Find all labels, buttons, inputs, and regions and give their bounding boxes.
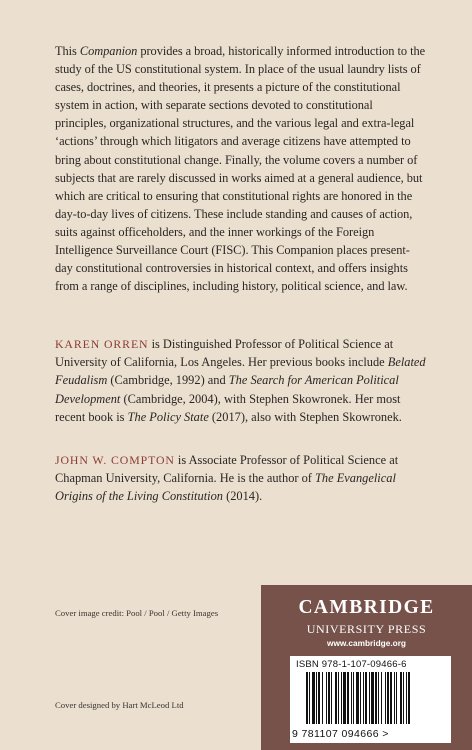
barcode-digits: 9 781107 094666 > xyxy=(292,728,389,740)
author-name: KAREN ORREN xyxy=(55,337,149,351)
design-credit: Cover designed by Hart McLeod Ltd xyxy=(55,700,184,710)
companion-title: Companion xyxy=(79,44,138,58)
book-description xyxy=(55,42,427,295)
description-paragraph: This Companion provides a broad, historically informed introduction to the study of the US constitutional system. In place of the usual laundry lists of cases, doctrines, and theories, it presents a picture of the constitutional system in action, with separate sections devoted to constitutional principles, organizational structures, and the various legal and extra-legal ‘actions’ through which litigators and average citizens have attempted to bring about constitutional change. Finally, the volume covers a number of subjects that are rarely discussed in works aimed at a general audience, but which are critical to ensuring that constitutional rights are honored in the day-to-day lives of citizens. These include standing and causes of action, suits against officeholders, and the inner workings of the Foreign Intelligence Surveillance Court (FISC). This Companion places present-day constitutional controversies in historical context, and offers insights from a range of disciplines, including history, political science, and law. xyxy=(55,44,426,294)
author-bio-orren: KAREN ORREN is Distinguished Professor of Political Science at University of California, Los Angeles. Her previous books include Belated Feudalism (Cambridge, 1992) and The Search for American Political Development (Cambridge, 2004), with Stephen Skowronek. Her most recent book is The Policy State (2017), also with Stephen Skowronek. xyxy=(55,337,426,424)
publisher-logo: CAMBRIDGE xyxy=(298,597,435,618)
barcode-icon xyxy=(296,672,445,730)
author-bio-compton: JOHN W. COMPTON is Associate Professor of Political Science at Chapman University, California. He is the author of The Evangelical Origins of the Living Constitution (2014). xyxy=(55,453,399,504)
book-title: The Evangelical Origins of the Living Constitution xyxy=(55,471,396,504)
book-title: The Policy State xyxy=(127,409,209,424)
publisher-url: www.cambridge.org xyxy=(327,638,406,648)
publisher-subtitle: UNIVERSITY PRESS xyxy=(306,622,427,636)
book-title: Belated Feudalism xyxy=(55,355,426,388)
image-credit: Cover image credit: Pool / Pool / Getty Images xyxy=(55,608,219,618)
publisher-panel xyxy=(261,585,472,750)
book-title: The Search for American Political Development xyxy=(55,373,399,406)
barcode-box xyxy=(290,656,451,743)
isbn-text: ISBN 978-1-107-09466-6 xyxy=(296,659,407,670)
author-name: JOHN W. COMPTON xyxy=(55,453,175,467)
